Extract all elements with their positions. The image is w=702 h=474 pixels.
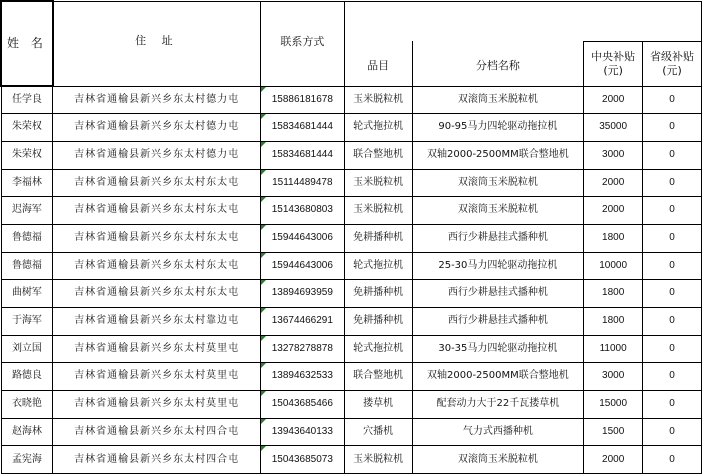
- cell-category: 玉米脱粒机: [344, 86, 412, 114]
- table-row: [1, 446, 702, 474]
- cell-model: 双轴2000-2500MM联合整地机: [412, 141, 584, 169]
- cell-name: 路德良: [1, 363, 53, 391]
- header-blank: [344, 1, 701, 41]
- cell-name: 刘立国: [1, 335, 53, 363]
- cell-central-subsidy: 1500: [584, 418, 643, 446]
- cell-phone: 15834681444: [260, 114, 344, 142]
- cell-phone: 15886181678: [260, 86, 344, 114]
- cell-phone: 15834681444: [260, 141, 344, 169]
- cell-central-subsidy: 3000: [584, 363, 643, 391]
- cell-address: 吉林省通榆县新兴乡东太村德力屯: [53, 86, 261, 114]
- cell-address: 吉林省通榆县新兴乡东太村莫里屯: [53, 363, 261, 391]
- cell-provincial-subsidy: 0: [643, 224, 702, 252]
- cell-phone: 13894693959: [260, 280, 344, 308]
- cell-category: 玉米脱粒机: [344, 197, 412, 225]
- cell-central-subsidy: 1800: [584, 308, 643, 336]
- cell-category: 玉米脱粒机: [344, 169, 412, 197]
- cell-provincial-subsidy: 0: [643, 86, 702, 114]
- cell-category: 免耕播种机: [344, 224, 412, 252]
- header-provincial-line2: (元): [662, 63, 682, 77]
- cell-provincial-subsidy: 0: [643, 280, 702, 308]
- cell-model: 25-30马力四轮驱动拖拉机: [412, 252, 584, 280]
- cell-category: 玉米脱粒机: [344, 446, 412, 474]
- table-row: [1, 418, 702, 446]
- cell-name: 迟海军: [1, 197, 53, 225]
- cell-address: 吉林省通榆县新兴乡东太村东太屯: [53, 280, 261, 308]
- cell-category: 轮式拖拉机: [344, 252, 412, 280]
- cell-category: 联合整地机: [344, 363, 412, 391]
- cell-provincial-subsidy: 0: [643, 141, 702, 169]
- cell-name: 鲁德福: [1, 224, 53, 252]
- cell-model: 双滚筒玉米脱粒机: [412, 446, 584, 474]
- cell-name: 衣晓艳: [1, 391, 53, 419]
- cell-central-subsidy: 35000: [584, 114, 643, 142]
- cell-name: 朱荣权: [1, 141, 53, 169]
- cell-phone: 13943640133: [260, 418, 344, 446]
- cell-central-subsidy: 2000: [584, 446, 643, 474]
- cell-central-subsidy: 2000: [584, 169, 643, 197]
- cell-name: 赵海林: [1, 418, 53, 446]
- cell-model: 西行少耕悬挂式播种机: [412, 308, 584, 336]
- cell-category: 轮式拖拉机: [344, 114, 412, 142]
- cell-address: 吉林省通榆县新兴乡东太村德力屯: [53, 114, 261, 142]
- header-phone: 联系方式: [260, 1, 344, 86]
- cell-model: 西行少耕悬挂式播种机: [412, 224, 584, 252]
- cell-provincial-subsidy: 0: [643, 169, 702, 197]
- cell-category: 轮式拖拉机: [344, 335, 412, 363]
- cell-central-subsidy: 2000: [584, 197, 643, 225]
- cell-central-subsidy: 11000: [584, 335, 643, 363]
- header-central-line1: 中央补贴: [591, 49, 636, 63]
- cell-central-subsidy: 1800: [584, 224, 643, 252]
- cell-model: 西行少耕悬挂式播种机: [412, 280, 584, 308]
- cell-address: 吉林省通榆县新兴乡东太村东太屯: [53, 252, 261, 280]
- cell-phone: 13674466291: [260, 308, 344, 336]
- header-provincial-subsidy: [643, 41, 702, 86]
- table-row: [1, 114, 702, 142]
- cell-name: 鲁德福: [1, 252, 53, 280]
- cell-category: 免耕播种机: [344, 280, 412, 308]
- cell-phone: 15043685466: [260, 391, 344, 419]
- cell-central-subsidy: 3000: [584, 141, 643, 169]
- cell-provincial-subsidy: 0: [643, 418, 702, 446]
- header-address: 住 址: [53, 1, 261, 86]
- cell-name: 曲树军: [1, 280, 53, 308]
- cell-model: 双滚筒玉米脱粒机: [412, 86, 584, 114]
- header-central-subsidy: [584, 41, 643, 86]
- cell-central-subsidy: 10000: [584, 252, 643, 280]
- header-provincial-line1: 省级补贴: [650, 49, 695, 63]
- cell-model: 双滚筒玉米脱粒机: [412, 197, 584, 225]
- header-name[interactable]: 姓 名: [1, 1, 53, 86]
- cell-category: 免耕播种机: [344, 308, 412, 336]
- cell-central-subsidy: 1800: [584, 280, 643, 308]
- cell-provincial-subsidy: 0: [643, 197, 702, 225]
- header-central-line2: (元): [603, 63, 623, 77]
- table-row: [1, 252, 702, 280]
- cell-name: 于海军: [1, 308, 53, 336]
- cell-model: 90-95马力四轮驱动拖拉机: [412, 114, 584, 142]
- table-row: [1, 363, 702, 391]
- cell-provincial-subsidy: 0: [643, 308, 702, 336]
- cell-category: 搂草机: [344, 391, 412, 419]
- cell-model: 30-35马力四轮驱动拖拉机: [412, 335, 584, 363]
- cell-address: 吉林省通榆县新兴乡东太村莫里屯: [53, 391, 261, 419]
- cell-address: 吉林省通榆县新兴乡东太村莫里屯: [53, 335, 261, 363]
- table-row: [1, 197, 702, 225]
- cell-model: 配套动力大于22千瓦搂草机: [412, 391, 584, 419]
- cell-model: 气力式西播种机: [412, 418, 584, 446]
- cell-provincial-subsidy: 0: [643, 363, 702, 391]
- cell-model: 双滚筒玉米脱粒机: [412, 169, 584, 197]
- cell-address: 吉林省通榆县新兴乡东太村靠边屯: [53, 308, 261, 336]
- cell-name: 任学良: [1, 86, 53, 114]
- cell-name: 孟宪海: [1, 446, 53, 474]
- cell-category: 穴播机: [344, 418, 412, 446]
- cell-provincial-subsidy: 0: [643, 335, 702, 363]
- cell-address: 吉林省通榆县新兴乡东太村德力屯: [53, 141, 261, 169]
- table-row: [1, 141, 702, 169]
- cell-phone: 13894632533: [260, 363, 344, 391]
- cell-provincial-subsidy: 0: [643, 391, 702, 419]
- cell-address: 吉林省通榆县新兴乡东太村东太屯: [53, 169, 261, 197]
- cell-address: 吉林省通榆县新兴乡东太村东太屯: [53, 197, 261, 225]
- cell-central-subsidy: 2000: [584, 86, 643, 114]
- table-row: [1, 86, 702, 114]
- cell-model: 双轴2000-2500MM联合整地机: [412, 363, 584, 391]
- cell-name: 朱荣权: [1, 114, 53, 142]
- cell-phone: 15114489478: [260, 169, 344, 197]
- table-row: [1, 169, 702, 197]
- cell-address: 吉林省通榆县新兴乡东太村四合屯: [53, 446, 261, 474]
- cell-address: 吉林省通榆县新兴乡东太村四合屯: [53, 418, 261, 446]
- header-category: 品目: [344, 41, 412, 86]
- cell-category: 联合整地机: [344, 141, 412, 169]
- table-row: [1, 224, 702, 252]
- cell-phone: 13278278878: [260, 335, 344, 363]
- table-row: [1, 308, 702, 336]
- cell-phone: 15043685073: [260, 446, 344, 474]
- table-row: [1, 280, 702, 308]
- cell-phone: 15944643006: [260, 224, 344, 252]
- table-row: [1, 335, 702, 363]
- cell-provincial-subsidy: 0: [643, 252, 702, 280]
- cell-phone: 15143680803: [260, 197, 344, 225]
- cell-name: 李福林: [1, 169, 53, 197]
- header-model: 分档名称: [412, 41, 584, 86]
- cell-provincial-subsidy: 0: [643, 114, 702, 142]
- cell-address: 吉林省通榆县新兴乡东太村东太屯: [53, 224, 261, 252]
- table-row: [1, 391, 702, 419]
- cell-central-subsidy: 15000: [584, 391, 643, 419]
- cell-phone: 15944643006: [260, 252, 344, 280]
- cell-provincial-subsidy: 0: [643, 446, 702, 474]
